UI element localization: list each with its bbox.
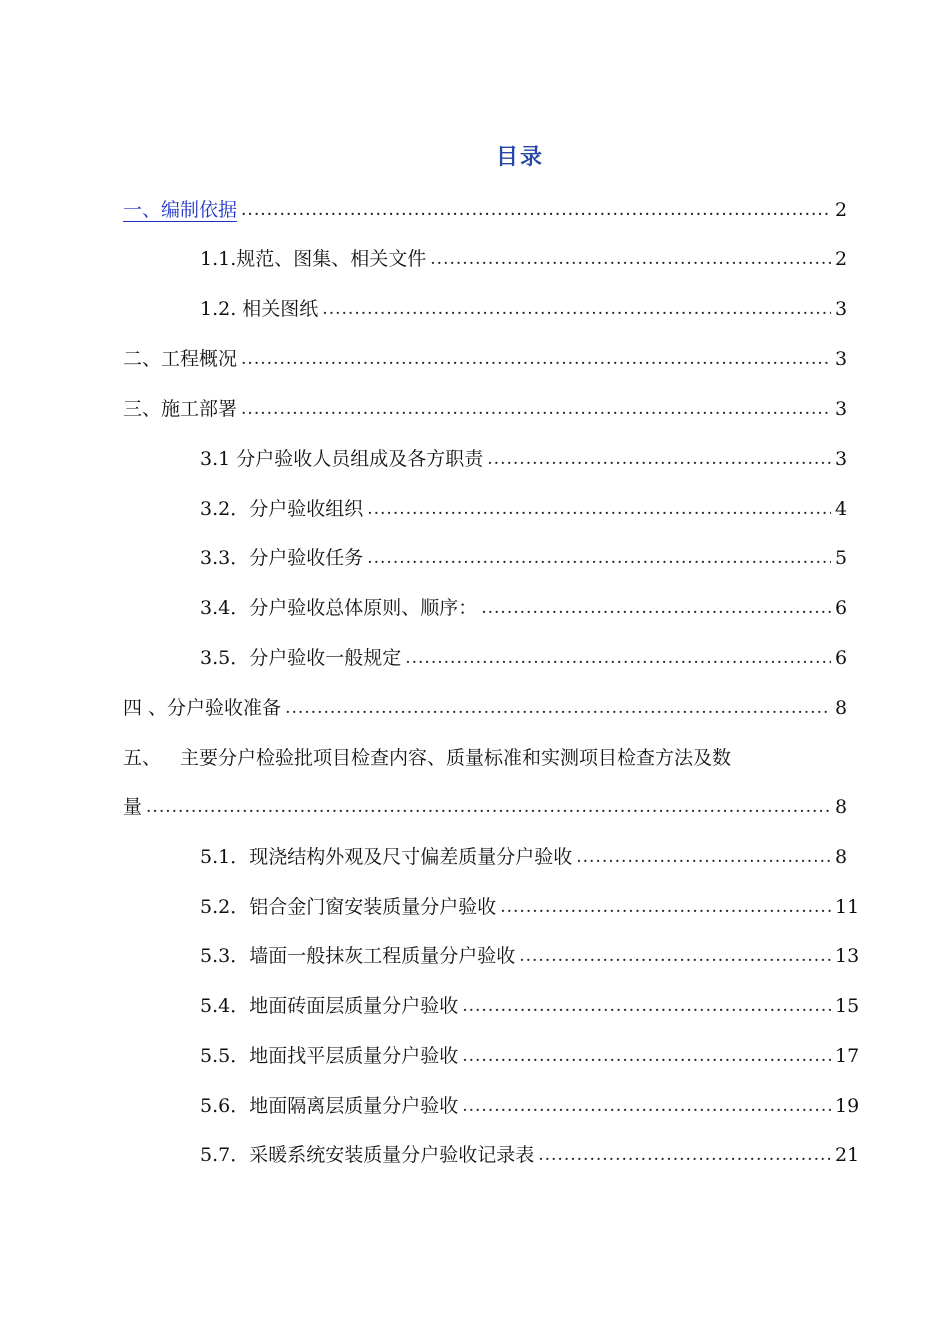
toc-entry-label: 施工部署 [161,398,238,420]
toc-entry-1-1[interactable] [200,245,848,273]
toc-entry-label: 5.6．地面隔离层质量分户验收 [200,1095,459,1117]
toc-entry-1-2[interactable] [200,295,848,323]
toc-entry-label[interactable]: 编制依据 [161,199,238,221]
toc-entry-5-7[interactable] [200,1141,860,1169]
toc-page-number: 19 [835,1095,860,1117]
toc-page-number: 13 [835,945,860,967]
toc-page-number: 4 [835,498,848,520]
toc-leader-dots [322,295,831,323]
toc-entry-3-3[interactable] [200,544,848,572]
toc-entry-1[interactable] [123,196,848,224]
toc-page-number: 2 [835,248,848,270]
toc-entry-5-3[interactable] [200,942,860,970]
toc-entry-label: 5.4．地面砖面层质量分户验收 [200,995,459,1017]
toc-entry-label: 5.1．现浇结构外观及尺寸偏差质量分户验收 [200,846,573,868]
toc-page-number: 8 [835,697,848,719]
toc-entry-label: 1.2. 相关图纸 [200,298,319,320]
toc-entry-label: 1.1.规范、图集、相关文件 [200,248,427,270]
toc-entry-label: 5.2．铝合金门窗安装质量分户验收 [200,896,497,918]
toc-page-number: 8 [835,796,848,818]
toc-leader-dots [462,1092,831,1120]
toc-leader-dots [241,196,831,224]
toc-leader-dots [430,245,831,273]
toc-entry-5-1[interactable] [200,843,848,871]
toc-entry-number: 二、 [123,348,162,370]
toc-entry-3-5[interactable] [200,644,848,672]
toc-entry-number: 一、 [123,199,162,221]
toc-page-number: 5 [835,547,848,569]
toc-entry-3-1[interactable] [200,445,848,473]
toc-page-number: 3 [835,298,848,320]
toc-leader-dots [241,345,831,373]
toc-entry-label: 3.5．分户验收一般规定 [200,647,402,669]
toc-entry-label: 3.4．分户验收总体原则、顺序： [200,597,478,619]
toc-leader-dots [405,644,831,672]
toc-leader-dots [487,445,831,473]
toc-leader-dots [481,594,831,622]
toc-page-number: 6 [835,647,848,669]
toc-entry-label: 3.3．分户验收任务 [200,547,364,569]
toc-entry-label: 分户验收准备 [167,697,282,719]
toc-page-number: 17 [835,1045,860,1067]
toc-entry-5-2[interactable] [200,893,860,921]
toc-leader-dots [519,942,831,970]
toc-title: 目录 [495,144,544,170]
toc-leader-dots [146,793,831,821]
toc-entry-label: 3.2．分户验收组织 [200,498,364,520]
toc-entry-5-4[interactable] [200,992,860,1020]
toc-entry-5[interactable] [123,744,845,772]
toc-leader-dots [462,992,831,1020]
toc-entry-4[interactable] [123,694,848,722]
toc-page-number: 8 [835,846,848,868]
toc-entry-3-4[interactable] [200,594,848,622]
toc-entry-number: 四 、 [123,697,168,719]
toc-leader-dots [367,495,831,523]
toc-page-number: 15 [835,995,860,1017]
toc-entry-label: 主要分户检验批项目检查内容、质量标准和实测项目检查方法及数 [180,747,732,769]
toc-leader-dots [500,893,831,921]
toc-entry-label: 工程概况 [161,348,238,370]
toc-entry-number: 五、 [123,747,162,769]
toc-page-number: 3 [835,398,848,420]
toc-entry-label: 3.1 分户验收人员组成及各方职责 [200,448,484,470]
toc-entry-label-continued: 量 [123,796,143,818]
toc-page-number: 11 [835,896,860,918]
toc-leader-dots [241,395,831,423]
toc-entry-label: 5.7．采暖系统安装质量分户验收记录表 [200,1144,535,1166]
toc-leader-dots [462,1042,831,1070]
toc-entry-label: 5.3．墙面一般抹灰工程质量分户验收 [200,945,516,967]
toc-leader-dots [576,843,831,871]
toc-entry-3[interactable] [123,395,848,423]
toc-entry-5-5[interactable] [200,1042,860,1070]
toc-leader-dots [538,1141,831,1169]
toc-entry-3-2[interactable] [200,495,848,523]
toc-entry-label: 5.5．地面找平层质量分户验收 [200,1045,459,1067]
toc-leader-dots [367,544,831,572]
toc-page-number: 21 [835,1144,860,1166]
toc-page-number: 3 [835,348,848,370]
toc-page-number: 3 [835,448,848,470]
toc-page-number: 2 [835,199,848,221]
toc-entry-5-continuation[interactable] [123,793,848,821]
toc-page-number: 6 [835,597,848,619]
toc-entry-2[interactable] [123,345,848,373]
toc-entry-5-6[interactable] [200,1092,860,1120]
toc-leader-dots [285,694,831,722]
toc-entry-number: 三、 [123,398,162,420]
